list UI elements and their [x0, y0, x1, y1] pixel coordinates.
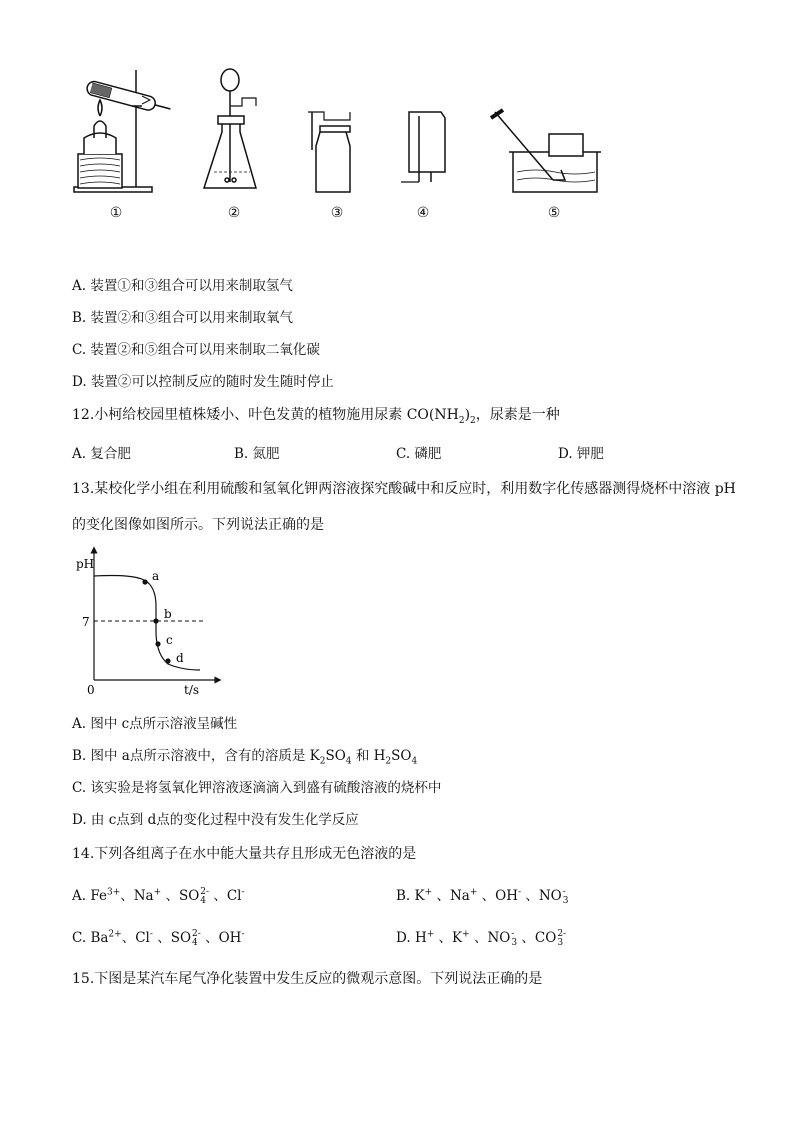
q12-option-b: B. 氮肥 — [234, 446, 280, 462]
apparatus-5-water-trough — [491, 110, 601, 192]
apparatus-label-1: ① — [109, 205, 123, 221]
origin-label: 0 — [87, 683, 95, 697]
q13-option-a: A. 图中 c点所示溶液呈碱性 — [72, 716, 238, 732]
apparatus-label-3: ③ — [330, 205, 344, 221]
q12-option-a: A. 复合肥 — [72, 446, 131, 462]
apparatus-label-2: ② — [227, 205, 241, 221]
q14-stem: 14.下列各组离子在水中能大量共存且形成无色溶液的是 — [72, 846, 417, 862]
q12-stem: 12.小柯给校园里植株矮小、叶色发黄的植物施用尿素 $CO(NH_2)_2$，尿素是一种 — [72, 407, 560, 426]
x-axis-label: t/s — [184, 683, 200, 697]
ph7-label: 7 — [82, 615, 90, 629]
q15-stem: 15.下图是某汽车尾气净化装置中发生反应的微观示意图。下列说法正确的是 — [72, 971, 543, 987]
label-b: b — [164, 607, 172, 621]
q12-option-d: D. 钾肥 — [558, 446, 604, 462]
point-a — [142, 579, 147, 584]
q14-option-b: B. K+ 、Na+ 、OH- 、NO- 3 — [396, 886, 569, 906]
q14-option-a: A. $Fe^{3+}$、Na+ 、SO2- 4 、Cl- — [72, 886, 245, 906]
q11-option-b: B. 装置②和③组合可以用来制取氧气 — [72, 310, 294, 326]
q11-option-c: C. 装置②和⑤组合可以用来制取二氧化碳 — [72, 342, 320, 358]
q12-option-c: C. 磷肥 — [396, 446, 442, 462]
label-d: d — [176, 651, 184, 665]
apparatus-3-gas-jar — [308, 112, 350, 192]
q14-option-d: D. H+ 、K+ 、NO- 3 、CO2- 3 — [396, 928, 567, 948]
point-b — [153, 618, 158, 623]
q13-option-b: B. 图中 a点所示溶液中，含有的溶质是 $K_2SO_4$ 和 $H_2SO_4$ — [72, 748, 418, 767]
apparatus-2-conical-flask — [204, 69, 256, 188]
apparatus-4-inverted-jar — [401, 112, 445, 182]
q14-option-c: C. $Ba^{2+}$、Cl- 、SO2- 4 、OH- — [72, 928, 245, 948]
apparatus-figure — [70, 60, 610, 200]
q13-stem-line1: 13.某校化学小组在利用硫酸和氢氧化钾两溶液探究酸碱中和反应时，利用数字化传感器测得烧杯中溶液 pH — [72, 481, 736, 497]
q11-option-d: D. 装置②可以控制反应的随时发生随时停止 — [72, 374, 334, 390]
ph-curve — [94, 576, 200, 671]
label-a: a — [152, 569, 160, 583]
q11-option-a: A. 装置①和③组合可以用来制取氢气 — [72, 278, 293, 294]
label-c: c — [166, 633, 173, 647]
q13-option-d: D. 由 c点到 d点的变化过程中没有发生化学反应 — [72, 812, 359, 828]
ph-curve-graph — [72, 546, 222, 698]
point-d — [165, 658, 170, 663]
apparatus-1-heating-setup — [74, 70, 172, 192]
apparatus-label-5: ⑤ — [547, 205, 561, 221]
y-axis-label: pH — [76, 557, 95, 571]
q13-stem-line2: 的变化图像如图所示。下列说法正确的是 — [72, 517, 324, 533]
point-c — [155, 641, 160, 646]
q13-option-c: C. 该实验是将氢氧化钾溶液逐滴滴入到盛有硫酸溶液的烧杯中 — [72, 780, 442, 796]
apparatus-label-4: ④ — [416, 205, 430, 221]
